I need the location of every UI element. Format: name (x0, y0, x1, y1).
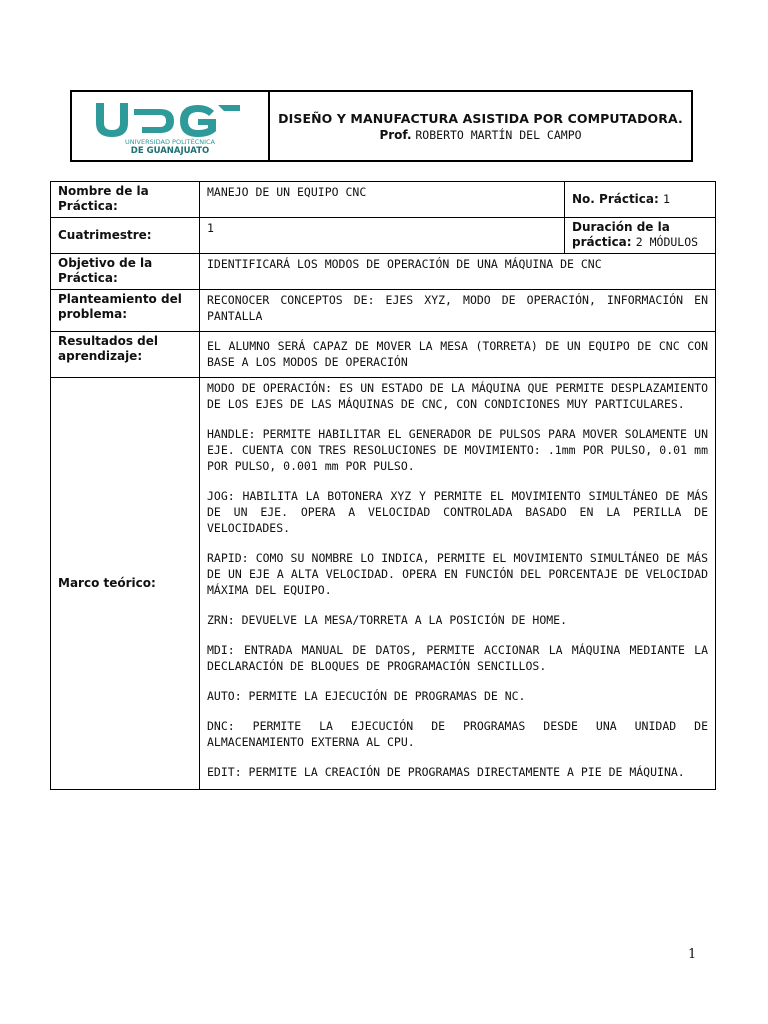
row-marco (51, 378, 716, 790)
marco-paragraph: MDI: ENTRADA MANUAL DE DATOS, PERMITE ACCIONAR LA MÁQUINA MEDIANTE LA DECLARACIÓN DE BLOQUES DE PROGRAMACIÓN SENCILLOS. (207, 643, 708, 673)
no-practica-value: 1 (663, 191, 670, 206)
upg-logo-icon (90, 97, 250, 155)
duracion-value: 2 MÓDULOS (635, 235, 699, 249)
header-title-cell (270, 92, 691, 160)
nombre-label: Nombre de la Práctica: (51, 182, 200, 218)
marco-paragraph: JOG: HABILITA LA BOTONERA XYZ Y PERMITE EL MOVIMIENTO SIMULTÁNEO DE MÁS DE UN EJE. OPERA A VELOCIDAD CONTROLADA BASADO EN LA PERILLA DE VELOCIDADES. (207, 489, 708, 535)
objetivo-value: IDENTIFICARÁ LOS MODOS DE OPERACIÓN DE UNA MÁQUINA DE CNC (200, 254, 716, 290)
marco-paragraph: RAPID: COMO SU NOMBRE LO INDICA, PERMITE EL MOVIMIENTO SIMULTÁNEO DE MÁS DE UN EJE A ALTA VELOCIDAD. OPERA EN FUNCIÓN DEL PORCENTAJE DE VELOCIDAD MÁXIMA DEL EQUIPO. (207, 551, 708, 597)
marco-paragraph: DNC: PERMITE LA EJECUCIÓN DE PROGRAMAS DESDE UNA UNIDAD DE ALMACENAMIENTO EXTERNA AL CPU. (207, 719, 708, 749)
marco-label: Marco teórico: (51, 378, 200, 790)
page-number: 1 (688, 947, 697, 962)
row-nombre (51, 182, 716, 218)
professor-name: ROBERTO MARTÍN DEL CAMPO (415, 127, 582, 142)
marco-value (200, 378, 716, 790)
row-planteamiento (51, 290, 716, 332)
no-practica-label: No. Práctica: (572, 191, 659, 206)
professor-line (379, 128, 581, 142)
resultados-label: Resultados del aprendizaje: (51, 332, 200, 378)
document-header (70, 90, 693, 162)
marco-paragraph: HANDLE: PERMITE HABILITAR EL GENERADOR DE PULSOS PARA MOVER SOLAMENTE UN EJE. CUENTA CON TRES RESOLUCIONES DE MOVIMIENTO: .1mm POR PULSO, 0.01 mm POR PULSO, 0.001 mm POR PULSO. (207, 427, 708, 473)
marco-paragraph: AUTO: PERMITE LA EJECUCIÓN DE PROGRAMAS DE NC. (207, 689, 526, 703)
marco-paragraph: ZRN: DEVUELVE LA MESA/TORRETA A LA POSICIÓN DE HOME. (207, 613, 568, 627)
professor-label: Prof. (379, 127, 412, 142)
cuatrimestre-value: 1 (200, 218, 565, 254)
marco-paragraph: MODO DE OPERACIÓN: ES UN ESTADO DE LA MÁQUINA QUE PERMITE DESPLAZAMIENTO DE LOS EJES DE LAS MÁQUINAS DE CNC, CON CONDICIONES MUY PARTICULARES. (207, 381, 708, 411)
row-objetivo (51, 254, 716, 290)
duracion-cell (565, 218, 716, 254)
marco-paragraph: EDIT: PERMITE LA CREACIÓN DE PROGRAMAS DIRECTAMENTE A PIE DE MÁQUINA. (207, 765, 685, 779)
row-cuatrimestre (51, 218, 716, 254)
nombre-value: MANEJO DE UN EQUIPO CNC (200, 182, 565, 218)
resultados-value: EL ALUMNO SERÁ CAPAZ DE MOVER LA MESA (TORRETA) DE UN EQUIPO DE CNC CON BASE A LOS MODOS DE OPERACIÓN (200, 332, 716, 378)
objetivo-label: Objetivo de la Práctica: (51, 254, 200, 290)
practice-table (50, 181, 716, 790)
course-title: DISEÑO Y MANUFACTURA ASISTIDA POR COMPUTADORA. (278, 110, 683, 126)
row-resultados (51, 332, 716, 378)
planteamiento-label: Planteamiento del problema: (51, 290, 200, 332)
cuatrimestre-label: Cuatrimestre: (51, 218, 200, 254)
university-logo (72, 92, 270, 160)
logo-university-line1: UNIVERSIDAD POLITÉCNICA (124, 138, 216, 146)
no-practica-cell (565, 182, 716, 218)
planteamiento-value: RECONOCER CONCEPTOS DE: EJES XYZ, MODO DE OPERACIÓN, INFORMACIÓN EN PANTALLA (200, 290, 716, 332)
duracion-label: Duración de la práctica: (572, 220, 670, 249)
logo-university-line2: DE GUANAJUATO (130, 146, 210, 155)
